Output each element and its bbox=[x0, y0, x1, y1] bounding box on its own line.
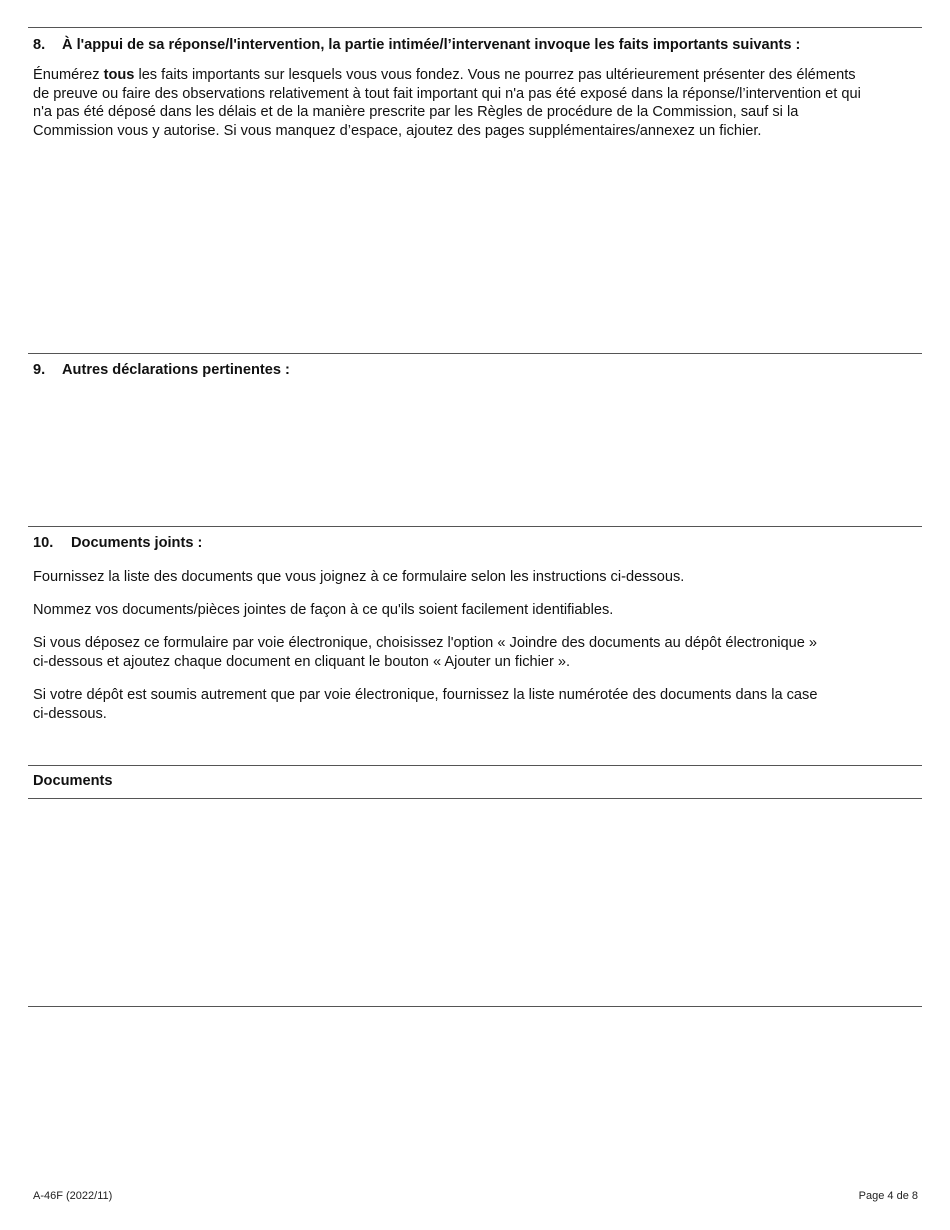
section-10-title bbox=[33, 535, 202, 551]
documents-table-top-rule bbox=[28, 765, 922, 766]
section-10-title-text: Documents joints : bbox=[71, 535, 203, 551]
section-8-top-rule bbox=[28, 27, 922, 28]
section-10-paragraph-4 bbox=[33, 686, 923, 723]
section-10-number: 10. bbox=[33, 535, 54, 551]
section-10-paragraph-1: Fournissez la liste des documents que vous joignez à ce formulaire selon les instructions ci-dessous. bbox=[33, 569, 685, 585]
emphasis-tous: tous bbox=[103, 67, 135, 83]
section-8-number: 8. bbox=[33, 37, 46, 53]
section-10-paragraph-4-line-1: Si votre dépôt est soumis autrement que par voie électronique, fournissez la liste numérotée des documents dans la case bbox=[33, 687, 818, 703]
documents-list-field[interactable] bbox=[28, 800, 922, 1004]
section-10-paragraph-3 bbox=[33, 634, 923, 671]
section-9-top-rule bbox=[28, 353, 922, 354]
section-8-instructions bbox=[33, 66, 923, 140]
section-8-instruction-line-3: n'a pas été déposé dans les délais et de la manière prescrite par les Règles de procédure de la Commission, sauf si la bbox=[33, 104, 799, 121]
section-9-number: 9. bbox=[33, 362, 46, 378]
documents-header-bottom-rule bbox=[28, 798, 922, 799]
section-10-paragraph-3-line-2: ci-dessous et ajoutez chaque document en cliquant le bouton « Ajouter un fichier ». bbox=[33, 653, 571, 670]
section-8-instruction-line-2: de preuve ou faire des observations relativement à tout fait important qui n'a pas été exposé dans la réponse/l’intervention et qui bbox=[33, 85, 861, 102]
section-8-facts-field[interactable] bbox=[28, 145, 922, 350]
section-9-title bbox=[33, 362, 290, 378]
form-identifier: A-46F (2022/11) bbox=[33, 1190, 113, 1202]
section-10-top-rule bbox=[28, 526, 922, 527]
documents-table-bottom-rule bbox=[28, 1006, 922, 1007]
section-9-title-text: Autres déclarations pertinentes : bbox=[62, 362, 290, 378]
section-9-declarations-field[interactable] bbox=[28, 385, 922, 523]
page-number: Page 4 de 8 bbox=[858, 1190, 918, 1202]
documents-column-header: Documents bbox=[33, 773, 113, 789]
section-10-paragraph-2: Nommez vos documents/pièces jointes de façon à ce qu'ils soient facilement identifiables. bbox=[33, 602, 614, 618]
section-8-title bbox=[33, 37, 800, 53]
section-8-instruction-line-4: Commission vous y autorise. Si vous manquez d’espace, ajoutez des pages supplémentaires/annexez un fichier. bbox=[33, 122, 762, 139]
section-8-instruction-line-1: Énumérez tous les faits importants sur lesquels vous vous fondez. Vous ne pourrez pas ultérieurement présenter des éléments bbox=[33, 67, 856, 83]
section-10-paragraph-3-line-1: Si vous déposez ce formulaire par voie électronique, choisissez l'option « Joindre des documents au dépôt électronique » bbox=[33, 635, 818, 651]
section-10-paragraph-4-line-2: ci-dessous. bbox=[33, 705, 107, 722]
section-8-title-text: À l'appui de sa réponse/l'intervention, la partie intimée/l’intervenant invoque les faits importants suivants : bbox=[62, 37, 801, 53]
